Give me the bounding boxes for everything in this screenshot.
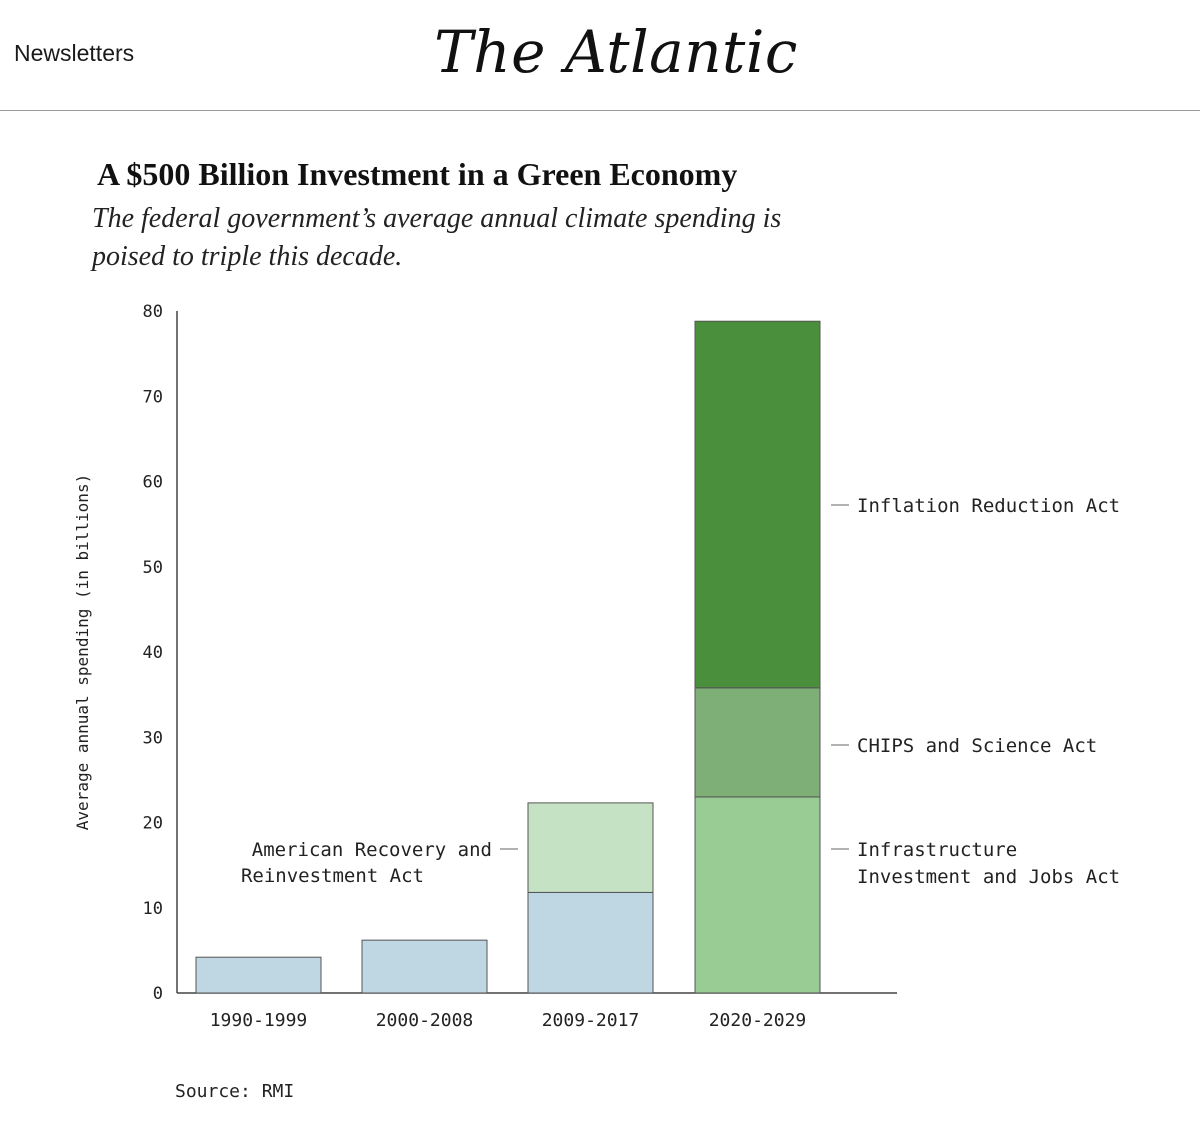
annotation-line: American Recovery and: [251, 839, 492, 861]
y-tick-label: 0: [152, 984, 163, 1004]
y-tick-label: 30: [142, 728, 163, 749]
y-tick-label: 10: [142, 898, 163, 919]
x-tick-label: 2009-2017: [541, 1010, 640, 1031]
annotation-label: [857, 839, 1120, 888]
site-logo[interactable]: The Atlantic: [434, 18, 798, 86]
bar-segment: [695, 321, 820, 688]
y-tick-label: 50: [142, 557, 163, 578]
annotation-line: Infrastructure: [857, 839, 1018, 861]
x-tick-label: 2020-2029: [708, 1010, 807, 1031]
bar-segment: [196, 957, 321, 993]
bar-segment: [528, 803, 653, 893]
chart-subtitle: The federal government’s average annual climate spending is poised to triple this decade.: [92, 203, 782, 272]
annotation-label: [857, 735, 1097, 757]
annotation-label: [241, 839, 492, 887]
y-axis-label: Average annual spending (in billions): [73, 473, 92, 831]
annotation-line: Investment and Jobs Act: [857, 866, 1121, 888]
y-tick-label: 80: [142, 302, 163, 322]
y-tick-label: 60: [142, 472, 163, 493]
x-tick-label: 1990-1999: [209, 1010, 308, 1031]
annotation-line: CHIPS and Science Act: [857, 735, 1098, 757]
annotation-label: [857, 495, 1120, 517]
annotation-line: Reinvestment Act: [240, 865, 424, 887]
bar-segment: [528, 892, 653, 993]
y-tick-label: 40: [142, 643, 163, 663]
source-note: Source: RMI: [175, 1081, 295, 1102]
newsletters-link[interactable]: Newsletters: [14, 40, 135, 66]
bar-segment: [695, 797, 820, 993]
chart-title: A $500 Billion Investment in a Green Economy: [97, 156, 738, 192]
y-tick-label: 20: [142, 813, 163, 834]
y-tick-label: 70: [142, 387, 163, 408]
annotation-line: Inflation Reduction Act: [857, 495, 1121, 517]
bar-segment: [362, 940, 487, 993]
bar-segment: [695, 688, 820, 797]
x-tick-label: 2000-2008: [375, 1010, 474, 1031]
